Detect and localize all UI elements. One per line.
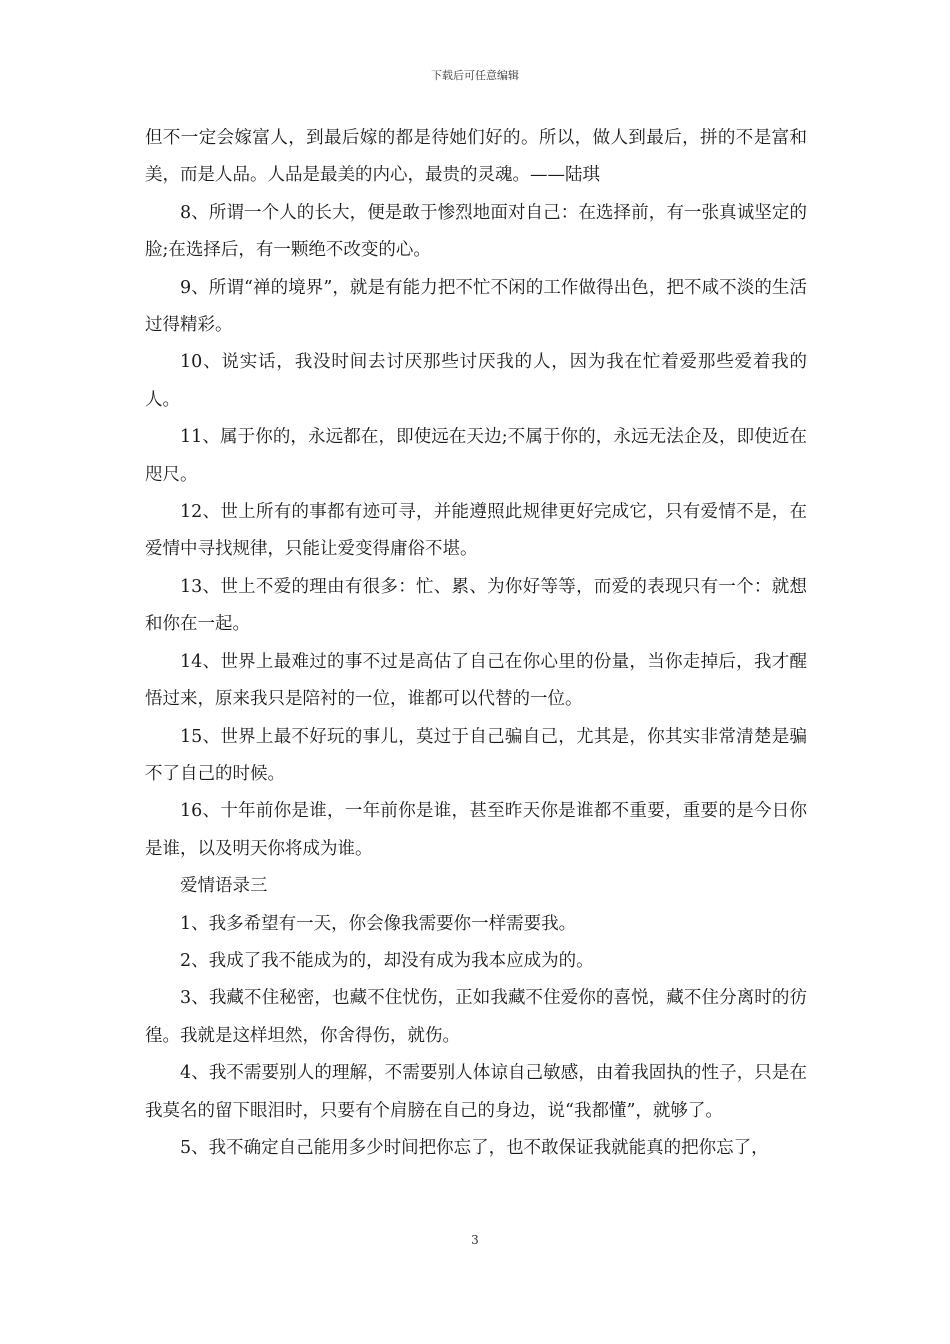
paragraph: 8、所谓一个人的长大，便是敢于惨烈地面对自己：在选择前，有一张真诚坚定的脸;在选择后，有一颗绝不改变的心。 <box>145 202 807 261</box>
paragraph: 11、属于你的，永远都在，即使远在天边;不属于你的，永远无法企及，即使近在咫尺。 <box>145 427 807 485</box>
document-body <box>145 120 807 1167</box>
section-heading: 爱情语录三 <box>180 876 268 897</box>
paragraph: 15、世界上最不好玩的事儿，莫过于自己骗自己，尤其是，你其实非常清楚是骗不了自己的时候。 <box>145 726 807 784</box>
paragraph: 10、说实话，我没时间去讨厌那些讨厌我的人，因为我在忙着爱那些爱着我的人。 <box>145 352 807 410</box>
paragraph: 16、十年前你是谁，一年前你是谁，甚至昨天你是谁都不重要，重要的是今日你是谁，以及明天你将成为谁。 <box>145 801 807 859</box>
paragraph: 14、世界上最难过的事不过是高估了自己在你心里的份量，当你走掉后，我才醒悟过来，原来我只是陪衬的一位，谁都可以代替的一位。 <box>145 651 807 710</box>
paragraph: 9、所谓“禅的境界”，就是有能力把不忙不闲的工作做得出色，把不咸不淡的生活过得精彩。 <box>145 277 807 336</box>
paragraph: 但不一定会嫁富人，到最后嫁的都是待她们好的。所以，做人到最后，拼的不是富和美，而是人品。人品是最美的内心，最贵的灵魂。——陆琪 <box>145 128 807 186</box>
paragraph: 4、我不需要别人的理解，不需要别人体谅自己敏感，由着我固执的性子，只是在我莫名的留下眼泪时，只要有个肩膀在自己的身边，说“我都懂”，就够了。 <box>145 1063 807 1121</box>
page-number: 3 <box>471 1233 479 1247</box>
paragraph: 13、世上不爱的理由有很多：忙、累、为你好等等，而爱的表现只有一个：就想和你在一起。 <box>145 576 807 635</box>
paragraph: 12、世上所有的事都有迹可寻，并能遵照此规律更好完成它，只有爱情不是，在爱情中寻找规律，只能让爱变得庸俗不堪。 <box>145 502 807 560</box>
paragraph: 2、我成了我不能成为的，却没有成为我本应成为的。 <box>180 950 594 971</box>
page-header: 下载后可任意编辑 <box>431 69 519 82</box>
paragraph: 1、我多希望有一天，你会像我需要你一样需要我。 <box>180 913 577 934</box>
paragraph: 3、我藏不住秘密，也藏不住忧伤，正如我藏不住爱你的喜悦，藏不住分离时的彷徨。我就是这样坦然，你舍得伤，就伤。 <box>145 988 807 1046</box>
paragraph: 5、我不确定自己能用多少时间把你忘了，也不敢保证我就能真的把你忘了， <box>180 1137 769 1158</box>
